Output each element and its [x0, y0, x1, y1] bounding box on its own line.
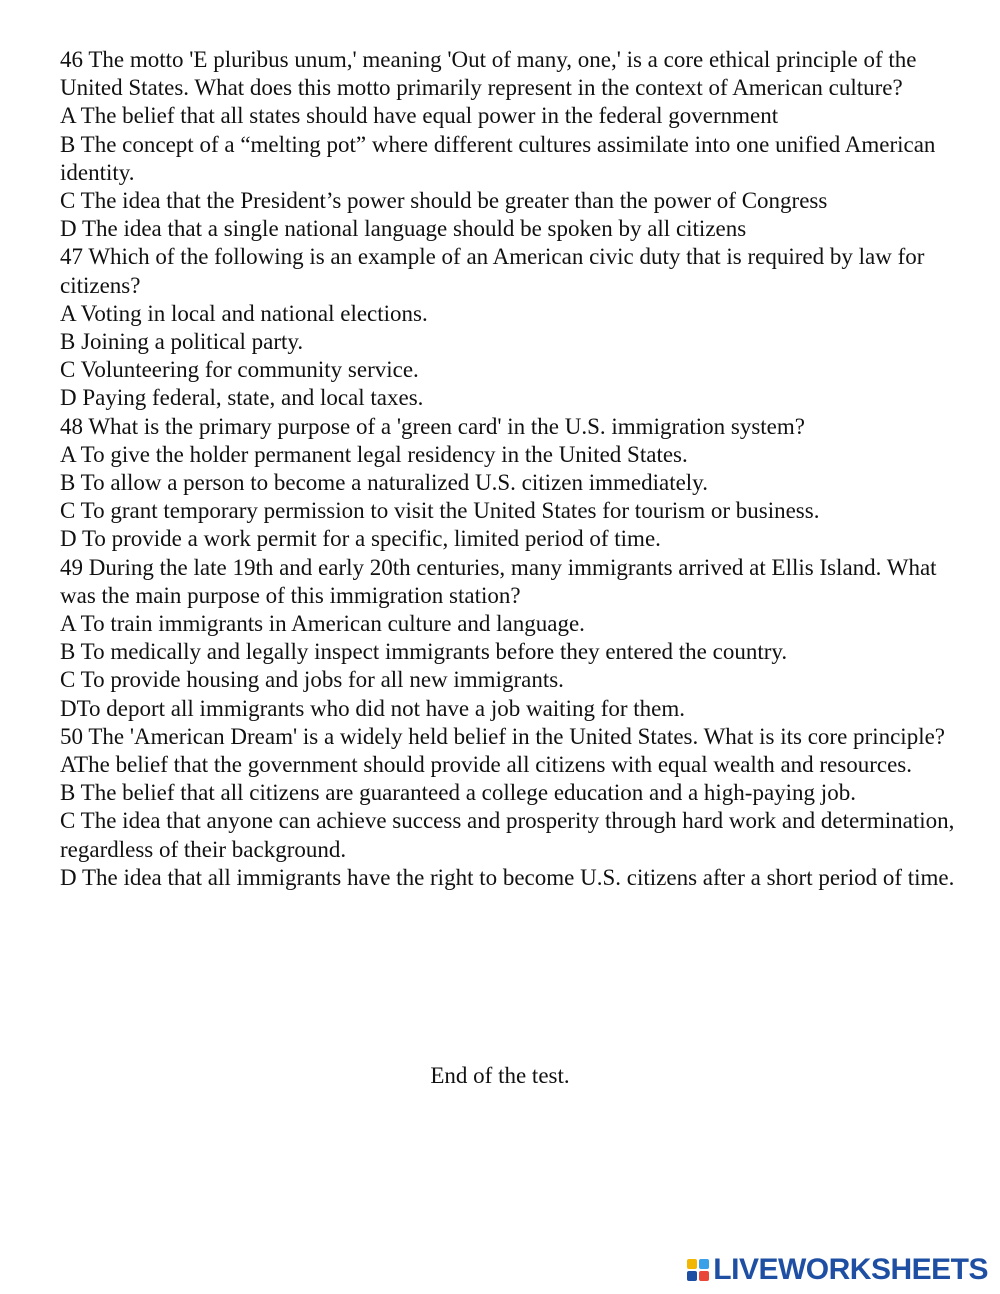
option-c: C The idea that anyone can achieve success and prosperity through hard work and determination, regardless of their background. [60, 808, 955, 862]
option-b: B The concept of a “melting pot” where different cultures assimilate into one unified American identity. [60, 131, 936, 185]
option-d: DTo deport all immigrants who did not have a job waiting for them. [60, 695, 686, 721]
option-c: C Volunteering for community service. [60, 357, 419, 383]
option-c: C To grant temporary permission to visit the United States for tourism or business. [60, 498, 820, 524]
liveworksheets-logo-icon [687, 1259, 709, 1281]
option-b: B To allow a person to become a naturalized U.S. citizen immediately. [60, 470, 708, 496]
option-b: B To medically and legally inspect immigrants before they entered the country. [60, 639, 788, 665]
end-of-test-text: End of the test. [430, 1063, 570, 1088]
question-46 [60, 46, 960, 243]
question-47 [60, 243, 960, 412]
option-d: D The idea that a single national language should be spoken by all citizens [60, 216, 747, 242]
logo-square-icon [687, 1259, 697, 1269]
option-a: AThe belief that the government should provide all citizens with equal wealth and resources. [60, 752, 913, 778]
logo-square-icon [699, 1271, 709, 1281]
question-text: 48 What is the primary purpose of a 'green card' in the U.S. immigration system? [60, 413, 805, 439]
option-a: A To train immigrants in American culture and language. [60, 611, 585, 637]
logo-square-icon [699, 1259, 709, 1269]
option-b: B Joining a political party. [60, 329, 304, 355]
question-48 [60, 413, 960, 554]
question-text: 49 During the late 19th and early 20th centuries, many immigrants arrived at Ellis Island. What was the main purpose of this immigration station? [60, 554, 937, 608]
option-a: A Voting in local and national elections. [60, 300, 428, 326]
option-d: D The idea that all immigrants have the right to become U.S. citizens after a short period of time. [60, 864, 955, 890]
logo-square-icon [687, 1271, 697, 1281]
question-text: 50 The 'American Dream' is a widely held belief in the United States. What is its core principle? [60, 723, 946, 749]
option-b: B The belief that all citizens are guaranteed a college education and a high-paying job. [60, 780, 856, 806]
question-49 [60, 554, 960, 723]
option-c: C The idea that the President’s power should be greater than the power of Congress [60, 188, 828, 214]
question-text: 46 The motto 'E pluribus unum,' meaning 'Out of many, one,' is a core ethical principle of the United States. What does this motto primarily represent in the context of American culture? [60, 47, 917, 101]
worksheet-content [60, 46, 960, 892]
option-c: C To provide housing and jobs for all new immigrants. [60, 667, 564, 693]
question-text: 47 Which of the following is an example of an American civic duty that is required by law for citizens? [60, 244, 925, 298]
liveworksheets-logo [687, 1254, 988, 1286]
logo-text: LIVEWORKSHEETS [713, 1253, 988, 1286]
option-a: A The belief that all states should have equal power in the federal government [60, 103, 779, 129]
option-d: D To provide a work permit for a specific, limited period of time. [60, 526, 661, 552]
question-50 [60, 723, 960, 892]
option-a: A To give the holder permanent legal residency in the United States. [60, 441, 688, 467]
option-d: D Paying federal, state, and local taxes. [60, 385, 424, 411]
